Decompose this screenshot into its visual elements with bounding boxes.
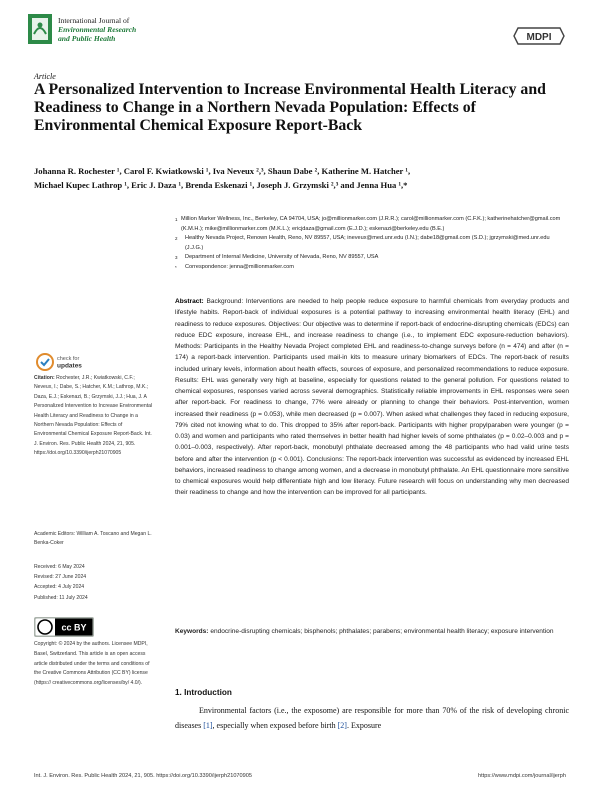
affiliation-item — [175, 253, 567, 263]
cc-badge-text: cc BY — [61, 622, 87, 633]
journal-name-line3: and Public Health — [58, 34, 116, 43]
article-title: A Personalized Intervention to Increase Environmental Health Literacy and Readiness to Change in a Northern Nevada Population: Effects of Environmental Chemical Exposure Report-Back — [34, 81, 546, 135]
mdpi-logo-text: MDPI — [526, 32, 552, 43]
intro-text-part3: . Exposure — [346, 720, 382, 730]
journal-name-line1: International Journal of — [58, 16, 130, 25]
introduction-paragraph — [175, 704, 569, 733]
affiliation-text: Healthy Nevada Project, Renown Health, Reno, NV 89557, USA; ineveux@med.unr.edu (I.N.); dabe18@gmail.com (S.D.); jgrzymski@med.unr.edu (J.J.G.) — [184, 235, 550, 251]
check-updates-line2: updates — [57, 362, 82, 370]
reference-link[interactable]: [2] — [337, 720, 347, 730]
citation-text: Rochester, J.R.; Kwiatkowski, C.F.; Neveux, I.; Dabe, S.; Hatcher, K.M.; Lathrop, M.K.; Daza, E.J.; Eskenazi, B.; Grzymski, J.J.; Hua, J. A Personalized Intervention to Increase Environmental Health Literacy and Readiness to Change in a Northern Nevada Population: Effects of Environmental Chemical Exposure Report-Back. Int. J. Environ. Res. Public Health 2024, 21, 905. https://doi.org/10.3390/ijerph21070905 — [34, 375, 153, 457]
citation-label: Citation: — [34, 375, 55, 381]
affiliations — [175, 215, 567, 273]
author-list — [34, 164, 554, 192]
intro-text-part1: Environmental factors (i.e., the exposome) are responsible for more than 70% of the risk of developing chronic diseases — [175, 706, 569, 730]
abstract-text: Background: Interventions are needed to help people reduce exposure to harmful chemicals from everyday products and lifestyle habits. Report-back of individual exposures is a potential pathway to increasing environmental health literacy (EHL) and readiness to reduce exposures. Objectives: Our objective was to determine if report-back of endocrine-disrupting chemicals (EDCs) can reduce EDC exposure, increase EHL, and increase readiness to change (i.e., to implement EDC exposure-reduction behaviors). Methods: Participants in the Healthy Nevada Project completed EHL and readiness-to-change surveys before (n = 474) and after (n = 174) a report-back intervention. Participants used mail-in kits to measure urinary biomarkers of EDCs. The report-back of results included urinary levels, information about health effects, sources of exposure, and personalized recommendations to reduce exposure. Results: EHL was generally very high at baseline, especially for questions related to the general pollution. For questions related to chemical exposures, responses varied across several demographics. Statistically reliable improvements in EHL responses were seen after report-back. For readiness to change, 77% were already or planning to change their behaviors. Post-intervention, women increased their readiness (p = 0.053), while men decreased (p = 0.007). When asked what challenges they faced in reducing exposure, 79% cited not knowing what to do. This dropped to 35% after report-back. Participants with higher propylparaben were younger (p = 0.03) and women and participants who rated themselves in better health had higher levels of some phthalates (p = 0.02–0.003 and p = 0.001–0.003, respectively). After report-back, monobutyl phthalate decreased among the 48 participants who had valid urine tests before and after the intervention (p < 0.001). Conclusions: The report-back intervention was successful as evidenced by increased EHL behaviors, increased readiness to change among women, and a decrease in monobutyl phthalate. An EHL questionnaire more sensitive to chemical exposures would help differentiate high and low literacy. Future research will focus on understanding why men decreased their readiness to change and how the intervention can be improved for all participants. — [175, 298, 569, 497]
abstract — [175, 296, 569, 499]
section-heading: 1. Introduction — [175, 688, 232, 697]
keywords-text: endocrine-disrupting chemicals; bisphenols; phthalates; parabens; environmental health literacy; exposure intervention — [210, 628, 554, 635]
publication-dates — [34, 562, 154, 603]
citation-block — [34, 374, 154, 459]
affiliation-text: Million Marker Wellness, Inc., Berkeley, CA 94704, USA; jo@millionmarker.com (J.R.R.); carol@millionmarker.com (C.F.K.); katherinehatcher@gmail.com (K.M.H.); mike@millionmarker.com (M.K.L.); ericjdaza@gmail.com (E.J.D.); eskenazi@berkeley.edu (B.E.) — [180, 216, 561, 232]
date-revised: Revised: 27 June 2024 — [34, 574, 87, 581]
keywords — [175, 626, 569, 637]
affiliation-text: Correspondence: jenna@millionmarker.com — [185, 263, 294, 270]
author-list-line2: Michael Kupec Lathrop ¹, Eric J. Daza ¹, Brenda Eskenazi ¹, Joseph J. Grzymski ²,³ and Jenna Hua ¹,* — [34, 180, 408, 190]
intro-text-part2: , especially when exposed before birth — [212, 720, 338, 730]
copyright-license: Copyright: © 2024 by the authors. Licensee MDPI, Basel, Switzerland. This article is an open access article distributed under the terms and conditions of the Creative Commons Attribution (CC BY) license (https:// creativecommons.org/licenses/by/ 4.0/). — [34, 641, 150, 687]
journal-logo-icon — [28, 14, 52, 44]
footer-citation[interactable]: Int. J. Environ. Res. Public Health 2024, 21, 905. https://doi.org/10.3390/ijerph21070905 — [34, 773, 252, 779]
mdpi-logo[interactable] — [512, 26, 566, 46]
journal-name-line2: Environmental Research — [58, 25, 137, 34]
affiliation-number: 3 — [175, 255, 178, 261]
editors-text: William A. Toscano and Megan L. Benka-Coker — [34, 531, 152, 547]
abstract-label: Abstract: — [175, 298, 204, 305]
cc-by-license-icon[interactable] — [34, 617, 94, 637]
affiliation-item — [175, 215, 567, 234]
journal-name — [58, 16, 136, 43]
academic-editors — [34, 530, 154, 549]
footer-journal-url[interactable]: https://www.mdpi.com/journal/ijerph — [478, 773, 566, 779]
check-for-updates-badge[interactable] — [36, 352, 96, 372]
keywords-label: Keywords: — [175, 628, 209, 635]
affiliation-number: 1 — [175, 217, 178, 222]
affiliation-text: Department of Internal Medicine, University of Nevada, Reno, NV 89557, USA — [185, 254, 379, 261]
date-published: Published: 11 July 2024 — [34, 594, 88, 601]
date-accepted: Accepted: 4 July 2024 — [34, 584, 85, 591]
editors-label: Academic Editors: — [34, 531, 76, 537]
article-type: Article — [34, 72, 56, 81]
affiliation-number: 2 — [175, 236, 178, 242]
reference-link[interactable]: [1] — [203, 720, 213, 730]
affiliation-number: * — [175, 264, 177, 270]
affiliation-item — [175, 263, 567, 273]
affiliation-item — [175, 234, 567, 253]
check-updates-line1: check for — [57, 356, 80, 362]
author-list-line1: Johanna R. Rochester ¹, Carol F. Kwiatkowski ¹, Iva Neveux ²,³, Shaun Dabe ², Katherine M. Hatcher ¹, — [34, 166, 411, 176]
date-received: Received: 6 May 2024 — [34, 564, 85, 570]
